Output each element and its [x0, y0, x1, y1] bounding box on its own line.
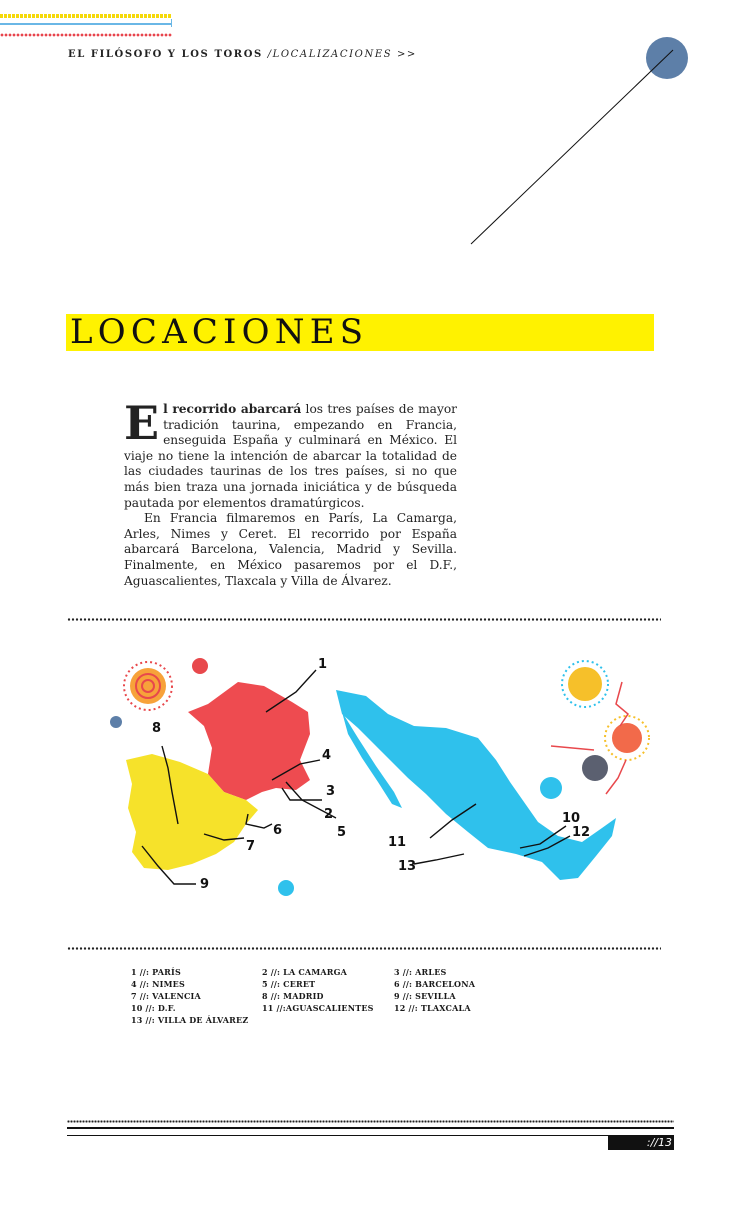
intro-bold: l recorrido abarcará [163, 402, 302, 416]
legend-item: 4 //: NIMES [131, 979, 185, 989]
page-number: ://13 [608, 1136, 674, 1150]
map-number-1: 1 [318, 657, 328, 672]
decorative-diagonal-line [0, 0, 741, 260]
dot-icon [582, 755, 608, 781]
squiggle-icon [606, 760, 626, 794]
legend-item: 8 //: MADRID [262, 991, 324, 1001]
map-number-4: 4 [322, 748, 332, 763]
sun-left-icon [124, 662, 172, 710]
map-number-6: 6 [273, 823, 283, 838]
paragraph-1-text: los tres países de mayor tradición taurina, empezando en Francia, enseguida España y culminará en México. El viaje no tiene la intención de abarcar la totalidad de las ciudades taurinas de los tres países, si no que más bien traza una jornada iniciática y de búsqueda pautada por elementos dramatúrgicos. [124, 402, 457, 510]
map-number-2: 2 [324, 807, 334, 822]
footer-rules [67, 1127, 674, 1136]
dot-icon [540, 777, 562, 799]
dot-icon [110, 716, 122, 728]
dotted-divider-top [67, 618, 661, 621]
map-number-12: 12 [572, 825, 591, 840]
legend-column-2 [262, 966, 392, 1014]
sun-red-icon [605, 716, 649, 760]
map-number-9: 9 [200, 877, 210, 892]
legend-item: 13 //: VILLA DE ÁLVAREZ [131, 1015, 249, 1025]
drop-cap: E [124, 396, 160, 450]
map-number-3: 3 [326, 784, 336, 799]
dot-icon [192, 658, 208, 674]
legend-column-3 [394, 966, 524, 1014]
legend-item: 7 //: VALENCIA [131, 991, 201, 1001]
header-part2: Y LOS TOROS [167, 49, 263, 60]
map-number-5: 5 [337, 825, 347, 840]
legend-item: 5 //: CERET [262, 979, 316, 989]
dotted-divider-bottom [67, 947, 661, 950]
legend-item: 12 //: TLAXCALA [394, 1003, 471, 1013]
header-part1: EL FILÓSOFO [68, 49, 163, 60]
legend-item: 2 //: LA CAMARGA [262, 967, 348, 977]
sun-right-icon [562, 661, 608, 707]
map-number-11: 11 [388, 835, 407, 850]
paragraph-1 [124, 396, 457, 511]
page-title: LOCACIONES [70, 312, 369, 352]
map-number-10: 10 [562, 811, 581, 826]
paragraph-2: En Francia filmaremos en París, La Camarga, Arles, Nimes y Ceret. El recorrido por España abarcará Barcelona, Valencia, Madrid y Sevilla. Finalmente, en México pasaremos por el D.F., Aguascalientes, Tlaxcala y Villa de Álvarez. [124, 511, 457, 588]
legend-item: 6 //: BARCELONA [394, 979, 476, 989]
header-part3: /LOCALIZACIONES >> [267, 49, 417, 60]
squiggle-icon [551, 746, 594, 750]
legend-item: 3 //: ARLES [394, 967, 447, 977]
legend-item: 9 //: SEVILLA [394, 991, 456, 1001]
locations-map [96, 642, 662, 934]
legend-item: 1 //: PARÍS [131, 967, 181, 977]
map-number-8: 8 [152, 721, 162, 736]
body-text [124, 396, 457, 589]
map-number-13: 13 [398, 859, 417, 874]
squiggle-icon [616, 682, 628, 726]
map-number-7: 7 [246, 839, 256, 854]
legend-item: 11 //:AGUASCALIENTES [262, 1003, 374, 1013]
footer-dotted-line [67, 1120, 674, 1123]
mexico-shape [336, 690, 616, 880]
dot-icon [278, 880, 294, 896]
legend-item: 10 //: D.F. [131, 1003, 176, 1013]
legend-column-1 [131, 966, 261, 1026]
